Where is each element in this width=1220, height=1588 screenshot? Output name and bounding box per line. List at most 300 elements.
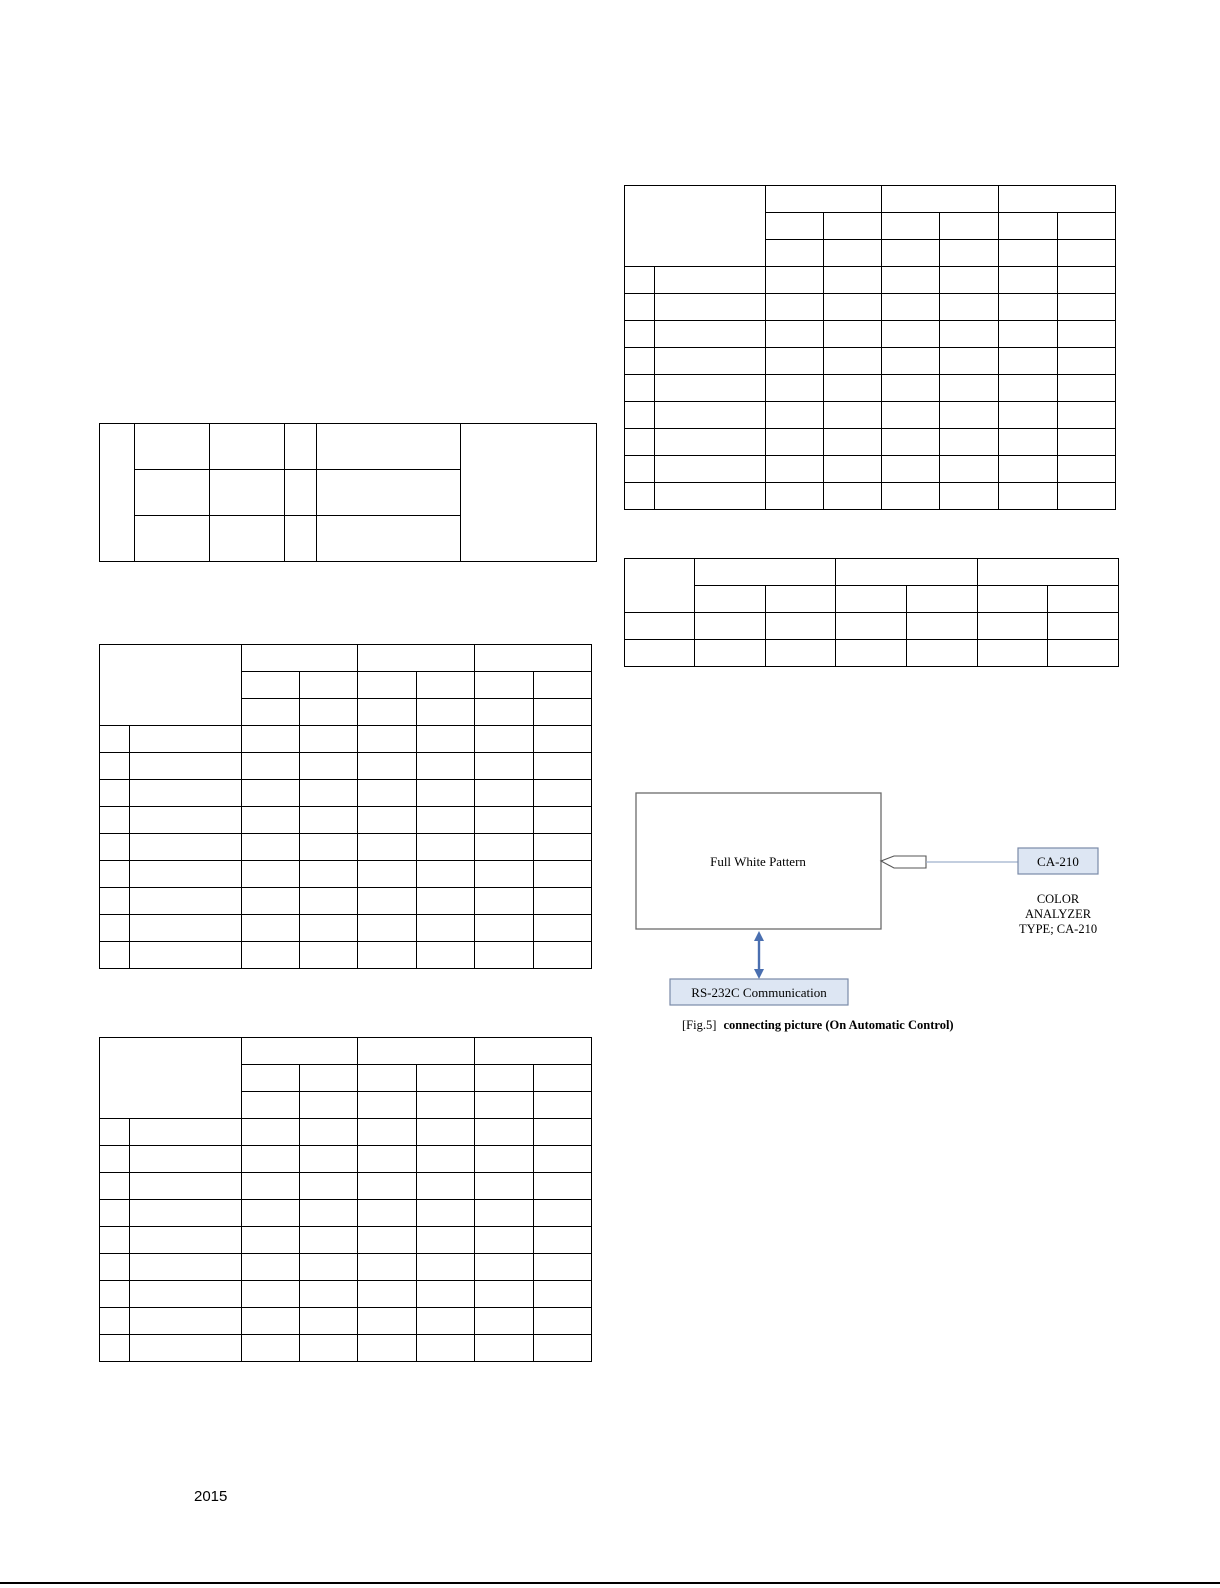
table-cell bbox=[766, 483, 824, 510]
table-cell bbox=[474, 1065, 533, 1092]
table-header-row bbox=[625, 186, 1116, 213]
table-cell bbox=[474, 1254, 533, 1281]
bottom-rule bbox=[0, 1582, 1220, 1584]
table-cell bbox=[135, 424, 210, 470]
table-cell bbox=[824, 402, 882, 429]
table-cell bbox=[766, 348, 824, 375]
table-cell bbox=[242, 672, 300, 699]
table-cell bbox=[1058, 402, 1116, 429]
table-row bbox=[100, 1146, 592, 1173]
table-cell bbox=[655, 429, 766, 456]
table-cell bbox=[766, 613, 836, 640]
double-arrow-icon bbox=[754, 931, 764, 979]
table-cell bbox=[130, 1308, 242, 1335]
table-cell bbox=[242, 1038, 358, 1065]
table-cell bbox=[766, 429, 824, 456]
table-cell bbox=[100, 1308, 130, 1335]
table-cell bbox=[766, 213, 824, 240]
table-cell bbox=[300, 1254, 358, 1281]
table-cell bbox=[1058, 267, 1116, 294]
table-cell bbox=[358, 699, 416, 726]
table-cell bbox=[474, 1038, 591, 1065]
pattern-screen-label: Full White Pattern bbox=[710, 854, 806, 869]
table-cell bbox=[242, 861, 300, 888]
table-cell bbox=[625, 294, 655, 321]
table-cell bbox=[882, 456, 940, 483]
table-cell bbox=[300, 1227, 358, 1254]
table-cell bbox=[882, 402, 940, 429]
table-cell bbox=[655, 267, 766, 294]
table-cell bbox=[242, 888, 300, 915]
table-row bbox=[625, 267, 1116, 294]
table-cell bbox=[824, 429, 882, 456]
table-cell bbox=[416, 672, 474, 699]
table-cell bbox=[100, 753, 130, 780]
table-row bbox=[100, 1119, 592, 1146]
table-cell bbox=[474, 780, 533, 807]
table-cell bbox=[300, 699, 358, 726]
table-cell bbox=[625, 375, 655, 402]
table-cell bbox=[533, 672, 591, 699]
table-row bbox=[100, 1254, 592, 1281]
table-cell bbox=[130, 753, 242, 780]
table-row bbox=[100, 834, 592, 861]
table-cell bbox=[358, 1227, 416, 1254]
table-cell bbox=[358, 915, 416, 942]
table-cell bbox=[655, 483, 766, 510]
table-cell bbox=[940, 348, 999, 375]
table-cell bbox=[300, 1119, 358, 1146]
table-cell bbox=[100, 1227, 130, 1254]
table-cell bbox=[940, 456, 999, 483]
table-cell bbox=[416, 780, 474, 807]
table-cell bbox=[100, 1281, 130, 1308]
table-cell bbox=[940, 240, 999, 267]
table-cell bbox=[416, 1281, 474, 1308]
table-cell bbox=[474, 1092, 533, 1119]
table-cell bbox=[100, 834, 130, 861]
table-cell bbox=[416, 807, 474, 834]
table-cell bbox=[766, 186, 882, 213]
table-cell bbox=[625, 429, 655, 456]
table-cell bbox=[100, 807, 130, 834]
table-cell bbox=[940, 375, 999, 402]
analyzer-caption-2: ANALYZER bbox=[1024, 907, 1092, 921]
table-cell bbox=[533, 1119, 591, 1146]
table-cell bbox=[300, 1200, 358, 1227]
table-cell bbox=[999, 402, 1058, 429]
table-cell bbox=[300, 726, 358, 753]
table-cell bbox=[999, 321, 1058, 348]
table-cell bbox=[100, 915, 130, 942]
analyzer-box-label: CA-210 bbox=[1037, 854, 1079, 869]
table-cell bbox=[300, 1146, 358, 1173]
table-cell bbox=[625, 613, 695, 640]
table-cell bbox=[882, 429, 940, 456]
table-cell bbox=[836, 613, 907, 640]
table-cell bbox=[907, 586, 978, 613]
table-cell bbox=[285, 470, 317, 516]
table-cell bbox=[1048, 586, 1119, 613]
connection-diagram bbox=[630, 790, 1120, 1040]
table-cell bbox=[100, 1335, 130, 1362]
table-cell bbox=[882, 321, 940, 348]
table-cell bbox=[625, 456, 655, 483]
table-row bbox=[625, 348, 1116, 375]
table-cell bbox=[907, 640, 978, 667]
table-cell bbox=[358, 1335, 416, 1362]
figure-caption-title: connecting picture (On Automatic Control) bbox=[723, 1018, 954, 1032]
table-cell bbox=[1058, 240, 1116, 267]
table-cell bbox=[533, 1227, 591, 1254]
table-cell bbox=[695, 640, 766, 667]
table-cell bbox=[358, 780, 416, 807]
table-cell bbox=[655, 375, 766, 402]
table-cell bbox=[300, 942, 358, 969]
table-cell bbox=[461, 424, 597, 562]
table-cell bbox=[416, 861, 474, 888]
table-cell bbox=[100, 645, 242, 726]
table-cell bbox=[358, 1308, 416, 1335]
table-cell bbox=[882, 294, 940, 321]
table-cell bbox=[416, 1065, 474, 1092]
table-cell bbox=[100, 780, 130, 807]
table-cell bbox=[130, 1227, 242, 1254]
table-cell bbox=[358, 1065, 416, 1092]
table-cell bbox=[358, 1146, 416, 1173]
table-cell bbox=[242, 726, 300, 753]
table-cell bbox=[766, 456, 824, 483]
table-cell bbox=[1048, 613, 1119, 640]
table-cell bbox=[824, 348, 882, 375]
table-row bbox=[100, 1173, 592, 1200]
table-cell bbox=[300, 888, 358, 915]
table-cell bbox=[940, 294, 999, 321]
footer-year: 2015 bbox=[194, 1488, 228, 1505]
table-cell bbox=[210, 424, 285, 470]
spec-table bbox=[99, 423, 597, 562]
table-cell bbox=[130, 1119, 242, 1146]
table-cell bbox=[940, 321, 999, 348]
table-cell bbox=[695, 586, 766, 613]
table-cell bbox=[130, 726, 242, 753]
table-cell bbox=[242, 834, 300, 861]
table-row bbox=[625, 375, 1116, 402]
table-cell bbox=[999, 456, 1058, 483]
table-cell bbox=[210, 516, 285, 562]
table-cell bbox=[130, 780, 242, 807]
table-cell bbox=[533, 1200, 591, 1227]
table-row bbox=[625, 429, 1116, 456]
table-cell bbox=[300, 861, 358, 888]
table-cell bbox=[999, 348, 1058, 375]
table-cell bbox=[358, 726, 416, 753]
table-cell bbox=[824, 456, 882, 483]
table-cell bbox=[533, 834, 591, 861]
table-cell bbox=[317, 424, 461, 470]
table-cell bbox=[130, 1254, 242, 1281]
table-cell bbox=[358, 888, 416, 915]
table-cell bbox=[533, 1335, 591, 1362]
table-cell bbox=[766, 321, 824, 348]
table-cell bbox=[358, 1119, 416, 1146]
table-cell bbox=[242, 1200, 300, 1227]
table-cell bbox=[533, 915, 591, 942]
table-cell bbox=[100, 1254, 130, 1281]
table-cell bbox=[358, 672, 416, 699]
table-row bbox=[100, 1281, 592, 1308]
table-cell bbox=[474, 1227, 533, 1254]
table-cell bbox=[999, 294, 1058, 321]
table-cell bbox=[824, 375, 882, 402]
table-cell bbox=[100, 1038, 242, 1119]
table-row bbox=[100, 915, 592, 942]
table-cell bbox=[474, 1281, 533, 1308]
table-cell bbox=[533, 1173, 591, 1200]
table-cell bbox=[300, 1092, 358, 1119]
table-cell bbox=[358, 834, 416, 861]
table-cell bbox=[416, 1119, 474, 1146]
table-cell bbox=[300, 1173, 358, 1200]
table-cell bbox=[533, 861, 591, 888]
table-cell bbox=[474, 942, 533, 969]
table-cell bbox=[130, 1173, 242, 1200]
table-cell bbox=[100, 424, 135, 562]
analyzer-caption-3: TYPE; CA-210 bbox=[1018, 922, 1098, 936]
table-cell bbox=[242, 1119, 300, 1146]
table-cell bbox=[836, 586, 907, 613]
table-row bbox=[100, 726, 592, 753]
table-cell bbox=[300, 1065, 358, 1092]
table-cell bbox=[907, 613, 978, 640]
table-row bbox=[625, 483, 1116, 510]
table-cell bbox=[824, 294, 882, 321]
table-cell bbox=[285, 424, 317, 470]
table-cell bbox=[358, 1200, 416, 1227]
table-cell bbox=[766, 402, 824, 429]
table-cell bbox=[135, 516, 210, 562]
table-cell bbox=[1058, 456, 1116, 483]
table-cell bbox=[416, 1092, 474, 1119]
table-cell bbox=[100, 942, 130, 969]
table-cell bbox=[242, 915, 300, 942]
table-cell bbox=[1058, 348, 1116, 375]
table-cell bbox=[416, 699, 474, 726]
table-cell bbox=[533, 1146, 591, 1173]
table-row bbox=[625, 294, 1116, 321]
table-cell bbox=[474, 672, 533, 699]
table-cell bbox=[242, 942, 300, 969]
table-cell bbox=[210, 470, 285, 516]
table-cell bbox=[1058, 375, 1116, 402]
table-cell bbox=[130, 942, 242, 969]
table-cell bbox=[242, 780, 300, 807]
table-cell bbox=[474, 1119, 533, 1146]
table-cell bbox=[130, 807, 242, 834]
table-cell bbox=[416, 1335, 474, 1362]
table-cell bbox=[300, 915, 358, 942]
table-cell bbox=[416, 1308, 474, 1335]
table-cell bbox=[940, 429, 999, 456]
table-cell bbox=[824, 213, 882, 240]
table-cell bbox=[300, 672, 358, 699]
table-cell bbox=[358, 753, 416, 780]
table-cell bbox=[300, 1281, 358, 1308]
table-cell bbox=[625, 186, 766, 267]
table-cell bbox=[242, 1308, 300, 1335]
table-cell bbox=[882, 267, 940, 294]
table-cell bbox=[358, 942, 416, 969]
table-cell bbox=[655, 456, 766, 483]
table-cell bbox=[999, 267, 1058, 294]
table-cell bbox=[242, 1092, 300, 1119]
table-cell bbox=[824, 240, 882, 267]
table-cell bbox=[655, 402, 766, 429]
table-cell bbox=[416, 915, 474, 942]
table-cell bbox=[130, 834, 242, 861]
table-cell bbox=[1058, 321, 1116, 348]
table-cell bbox=[655, 321, 766, 348]
table-cell bbox=[625, 321, 655, 348]
table-row bbox=[100, 1308, 592, 1335]
table-cell bbox=[882, 348, 940, 375]
table-cell bbox=[625, 483, 655, 510]
table-cell bbox=[474, 753, 533, 780]
table-cell bbox=[655, 294, 766, 321]
table-cell bbox=[130, 861, 242, 888]
table-cell bbox=[474, 1308, 533, 1335]
table-cell bbox=[882, 483, 940, 510]
table-row bbox=[100, 942, 592, 969]
table-cell bbox=[695, 559, 836, 586]
table-cell bbox=[100, 888, 130, 915]
table-cell bbox=[300, 1308, 358, 1335]
table-cell bbox=[766, 294, 824, 321]
table-cell bbox=[100, 726, 130, 753]
table-cell bbox=[533, 1092, 591, 1119]
table-cell bbox=[130, 915, 242, 942]
table-cell bbox=[999, 429, 1058, 456]
table-cell bbox=[416, 888, 474, 915]
table-cell bbox=[242, 1146, 300, 1173]
table-cell bbox=[533, 780, 591, 807]
table-cell bbox=[358, 1038, 474, 1065]
table-cell bbox=[474, 1335, 533, 1362]
table-row bbox=[625, 613, 1119, 640]
table-row bbox=[100, 888, 592, 915]
table-cell bbox=[100, 1173, 130, 1200]
table-cell bbox=[978, 586, 1048, 613]
table-cell bbox=[766, 640, 836, 667]
table-cell bbox=[416, 1173, 474, 1200]
table-header-row bbox=[100, 424, 597, 470]
table-cell bbox=[533, 942, 591, 969]
summary-table bbox=[624, 558, 1119, 667]
table-cell bbox=[242, 1281, 300, 1308]
table-cell bbox=[416, 726, 474, 753]
table-cell bbox=[999, 186, 1116, 213]
table-cell bbox=[100, 861, 130, 888]
table-cell bbox=[300, 780, 358, 807]
figure-caption bbox=[682, 1018, 954, 1032]
table-cell bbox=[625, 640, 695, 667]
table-cell bbox=[358, 807, 416, 834]
table-cell bbox=[242, 753, 300, 780]
table-cell bbox=[358, 1092, 416, 1119]
table-cell bbox=[358, 1254, 416, 1281]
table-row bbox=[100, 1200, 592, 1227]
table-cell bbox=[625, 402, 655, 429]
table-cell bbox=[416, 1227, 474, 1254]
table-cell bbox=[317, 516, 461, 562]
table-row bbox=[625, 640, 1119, 667]
table-cell bbox=[533, 888, 591, 915]
table-cell bbox=[130, 1281, 242, 1308]
table-cell bbox=[358, 861, 416, 888]
table-cell bbox=[300, 1335, 358, 1362]
table-cell bbox=[416, 753, 474, 780]
table-cell bbox=[824, 267, 882, 294]
table-header-row bbox=[625, 559, 1119, 586]
table-cell bbox=[978, 613, 1048, 640]
table-cell bbox=[625, 348, 655, 375]
table-cell bbox=[100, 1119, 130, 1146]
table-cell bbox=[1058, 429, 1116, 456]
table-cell bbox=[533, 1254, 591, 1281]
table-cell bbox=[416, 942, 474, 969]
table-cell bbox=[940, 213, 999, 240]
table-cell bbox=[474, 645, 591, 672]
table-cell bbox=[242, 1173, 300, 1200]
table-cell bbox=[978, 640, 1048, 667]
table-cell bbox=[317, 470, 461, 516]
table-cell bbox=[242, 1227, 300, 1254]
table-row bbox=[100, 861, 592, 888]
table-cell bbox=[882, 213, 940, 240]
table-cell bbox=[474, 888, 533, 915]
table-cell bbox=[1058, 294, 1116, 321]
table-cell bbox=[1058, 483, 1116, 510]
table-cell bbox=[766, 240, 824, 267]
table-cell bbox=[533, 1308, 591, 1335]
table-row bbox=[625, 402, 1116, 429]
table-cell bbox=[358, 1173, 416, 1200]
table-cell bbox=[242, 1335, 300, 1362]
table-cell bbox=[416, 1254, 474, 1281]
table-cell bbox=[882, 186, 999, 213]
table-row bbox=[100, 780, 592, 807]
table-row bbox=[100, 1227, 592, 1254]
table-cell bbox=[533, 699, 591, 726]
table-row bbox=[100, 1335, 592, 1362]
table-cell bbox=[358, 1281, 416, 1308]
table-cell bbox=[474, 1173, 533, 1200]
table-cell bbox=[533, 807, 591, 834]
table-cell bbox=[300, 807, 358, 834]
table-cell bbox=[130, 1335, 242, 1362]
table-cell bbox=[242, 1254, 300, 1281]
table-cell bbox=[940, 267, 999, 294]
table-cell bbox=[655, 348, 766, 375]
table-header-row bbox=[625, 586, 1119, 613]
rs232c-label: RS-232C Communication bbox=[691, 985, 827, 1000]
table-cell bbox=[300, 753, 358, 780]
table-cell bbox=[242, 645, 358, 672]
table-cell bbox=[416, 834, 474, 861]
table-cell bbox=[824, 483, 882, 510]
table-cell bbox=[766, 375, 824, 402]
table-cell bbox=[1058, 213, 1116, 240]
